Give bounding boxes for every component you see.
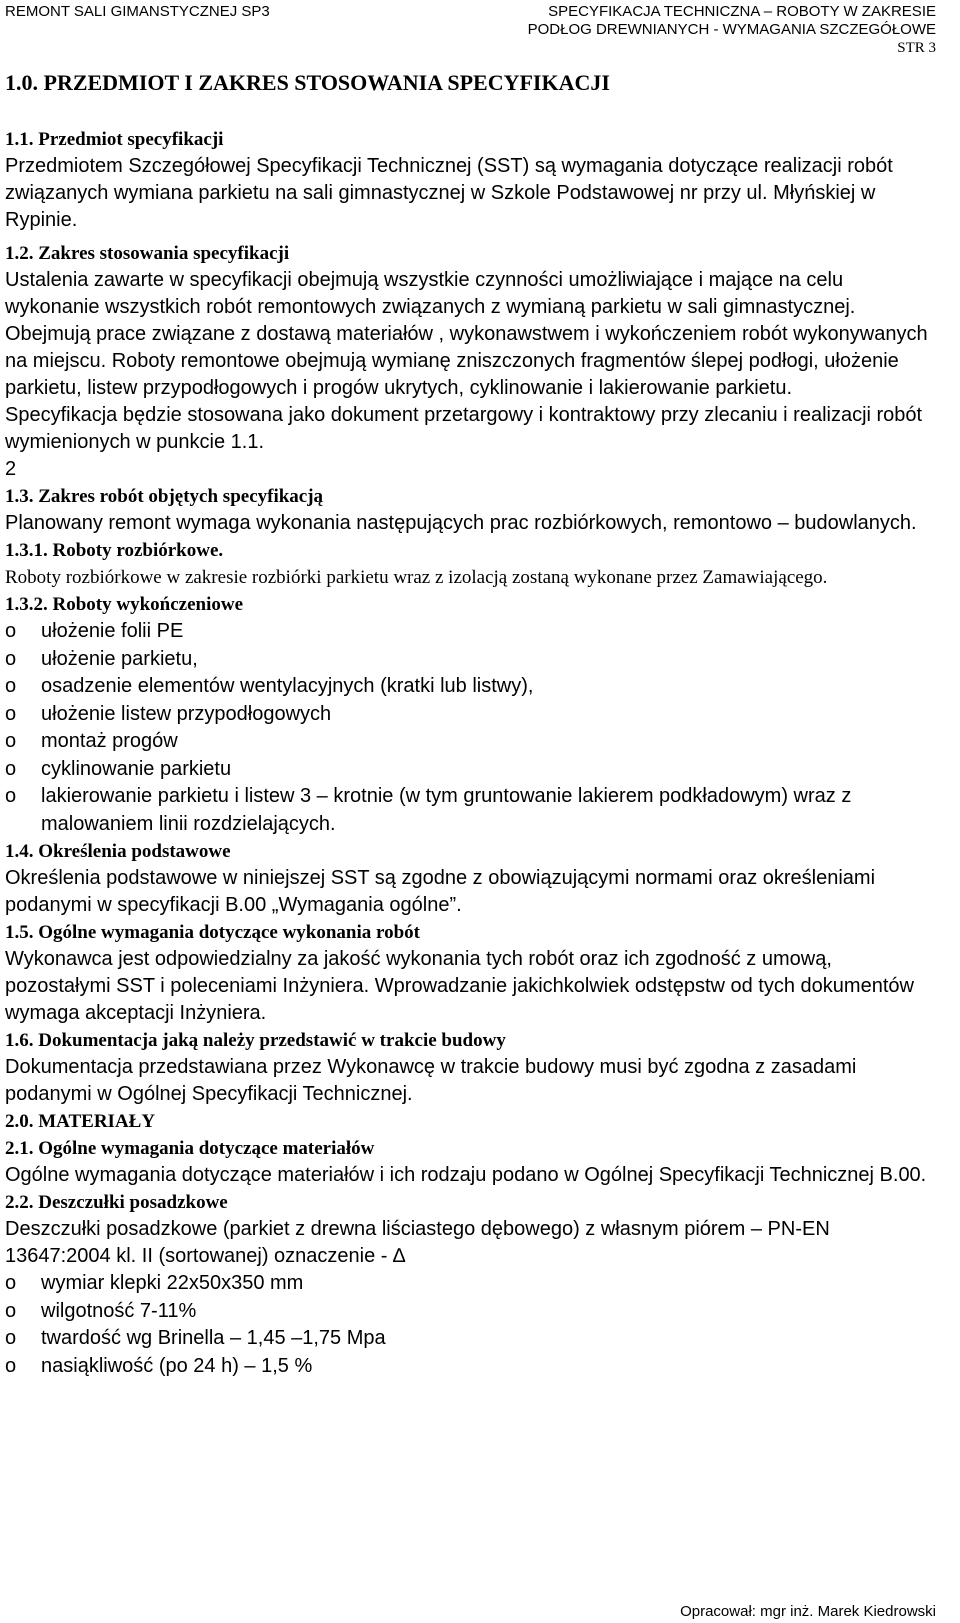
- list-bullet: o: [5, 785, 17, 807]
- list-bullet: o: [5, 647, 17, 670]
- list-item: o nasiąkliwość (po 24 h) – 1,5 %: [5, 1353, 935, 1381]
- page-title: 1.0. PRZEDMIOT I ZAKRES STOSOWANIA SPECYFIKACJI: [5, 70, 610, 95]
- list-item: o wilgotność 7-11%: [5, 1298, 935, 1326]
- parquet-properties-list: [5, 1270, 935, 1380]
- document-body: [5, 126, 935, 1380]
- section-2-2-heading: 2.2. Deszczułki posadzkowe: [5, 1192, 228, 1213]
- section-2-1-heading: 2.1. Ogólne wymagania dotyczące materiałów: [5, 1138, 375, 1159]
- list-item: o wymiar klepki 22x50x350 mm: [5, 1270, 935, 1298]
- list-bullet: o: [5, 702, 17, 725]
- header-left: REMONT SALI GIMANSTYCZNEJ SP3: [5, 3, 270, 20]
- section-1-1-heading: 1.1. Przedmiot specyfikacji: [5, 129, 224, 150]
- section-2-0-heading: 2.0. MATERIAŁY: [5, 1111, 156, 1132]
- section-1-6-text: Dokumentacja przedstawiana przez Wykonawcę w trakcie budowy musi być zgodna z zasadami podanymi w Ogólnej Specyfikacji Technicznej.: [5, 1056, 857, 1105]
- section-1-2-paragraph-1: Ustalenia zawarte w specyfikacji obejmują wszystkie czynności umożliwiające i mające na celu wykonanie wszystkich robót remontowych związanych z wymianą parkietu w sali gimnastycznej. Obejmują prace związane z dostawą materiałów , wykonawstwem i wykończeniem robót wykonywanych na miejscu. Roboty remontowe obejmują wymianę zniszczonych fragmentów ślepej podłogi, ułożenie parkietu, listew przypodłogowych i progów ukrytych, cyklinowanie i lakierowanie parkietu.: [5, 269, 928, 399]
- list-bullet: o: [5, 730, 17, 752]
- list-item: o osadzenie elementów wentylacyjnych (kratki lub listwy),: [5, 673, 935, 701]
- section-1-3-heading: 1.3. Zakres robót objętych specyfikacją: [5, 486, 324, 507]
- footer-author: Opracował: mgr inż. Marek Kiedrowski: [680, 1603, 936, 1620]
- section-1-2-heading: 1.2. Zakres stosowania specyfikacji: [5, 243, 290, 264]
- list-bullet: o: [5, 1272, 17, 1294]
- section-1-3-2-heading: 1.3.2. Roboty wykończeniowe: [5, 594, 244, 615]
- list-bullet: o: [5, 757, 17, 780]
- header-right: [528, 3, 936, 57]
- section-1-4-heading: 1.4. Określenia podstawowe: [5, 841, 231, 862]
- list-item: o ułożenie parkietu,: [5, 646, 935, 674]
- list-bullet: o: [5, 1327, 17, 1349]
- header-right-line2: PODŁOG DREWNIANYCH - WYMAGANIA SZCZEGÓŁOWE: [527, 21, 936, 38]
- list-item: o lakierowanie parkietu i listew 3 – krotnie (w tym gruntowanie lakierem podkładowym) wraz z malowaniem linii rozdzielających.: [5, 785, 852, 835]
- section-2-2-text: Deszczułki posadzkowe (parkiet z drewna liściastego dębowego) z własnym piórem – PN-EN 13647:2004 kl. II (sortowanej) oznaczenie - ∆: [5, 1218, 830, 1267]
- section-1-3-1-heading: 1.3.1. Roboty rozbiórkowe.: [5, 540, 224, 561]
- header-right-line1: SPECYFIKACJA TECHNICZNA – ROBOTY W ZAKRESIE: [548, 3, 936, 20]
- list-item: o ułożenie folii PE: [5, 618, 935, 646]
- list-bullet: o: [5, 1299, 17, 1322]
- list-item: o montaż progów: [5, 728, 935, 756]
- section-1-2-paragraph-3: 2: [5, 458, 17, 480]
- page-number: STR 3: [897, 40, 936, 56]
- section-2-1-text: Ogólne wymagania dotyczące materiałów i ich rodzaju podano w Ogólnej Specyfikacji Technicznej B.00.: [5, 1164, 927, 1186]
- finishing-works-list: [5, 618, 935, 838]
- section-1-5-heading: 1.5. Ogólne wymagania dotyczące wykonania robót: [5, 922, 421, 943]
- section-1-2-paragraph-2: Specyfikacja będzie stosowana jako dokument przetargowy i kontraktowy przy zlecaniu i realizacji robót wymienionych w punkcie 1.1.: [5, 404, 923, 453]
- section-1-5-text: Wykonawca jest odpowiedzialny za jakość wykonania tych robót oraz ich zgodność z umową, pozostałymi SST i poleceniami Inżyniera. Wprowadzanie jakichkolwiek odstępstw od tych dokumentów wymaga akceptacji Inżyniera.: [5, 948, 914, 1024]
- section-1-3-text: Planowany remont wymaga wykonania następujących prac rozbiórkowych, remontowo – budowlanych.: [5, 512, 917, 534]
- list-bullet: o: [5, 620, 17, 642]
- section-1-3-1-text: Roboty rozbiórkowe w zakresie rozbiórki parkietu wraz z izolacją zostaną wykonane przez Zamawiającego.: [5, 567, 828, 588]
- section-1-1-text: Przedmiotem Szczegółowej Specyfikacji Technicznej (SST) są wymagania dotyczące realizacji robót związanych wymiana parkietu na sali gimnastycznej w Szkole Podstawowej nr przy ul. Młyńskiej w Rypinie.: [5, 155, 893, 231]
- list-item: o twardość wg Brinella – 1,45 –1,75 Mpa: [5, 1325, 935, 1353]
- list-bullet: o: [5, 675, 17, 697]
- list-item: o ułożenie listew przypodłogowych: [5, 701, 935, 729]
- list-item: o cyklinowanie parkietu: [5, 756, 935, 784]
- list-bullet: o: [5, 1354, 17, 1377]
- section-1-6-heading: 1.6. Dokumentacja jaką należy przedstawić w trakcie budowy: [5, 1030, 506, 1051]
- section-1-4-text: Określenia podstawowe w niniejszej SST są zgodne z obowiązującymi normami oraz określeniami podanymi w specyfikacji B.00 „Wymagania ogólne”.: [5, 867, 876, 916]
